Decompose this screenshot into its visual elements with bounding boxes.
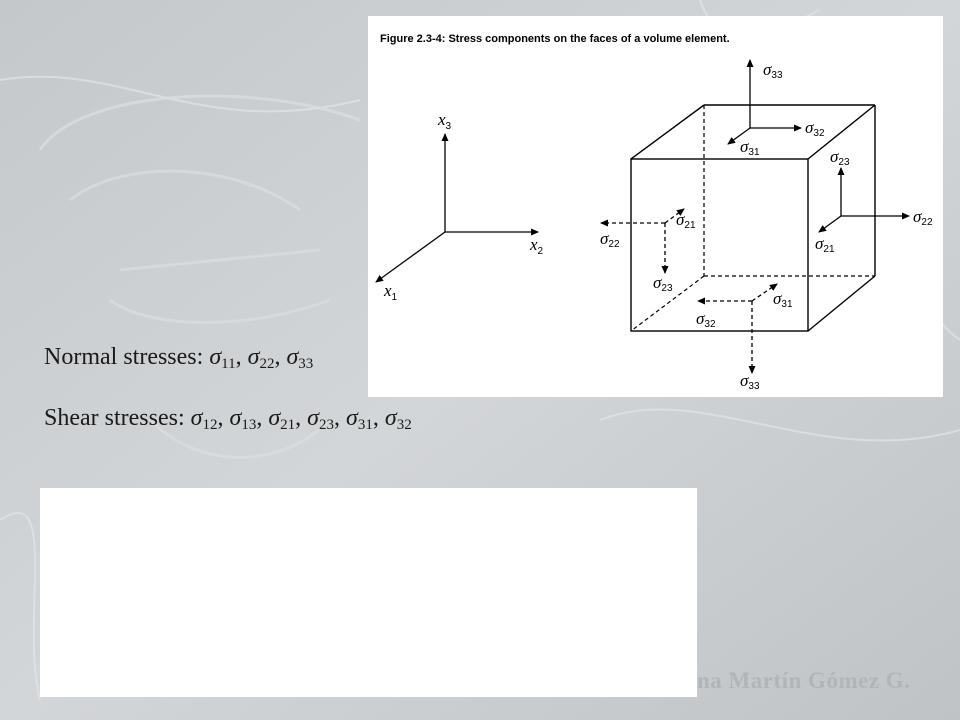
sigma-symbol: σ (286, 344, 299, 370)
x1-axis (376, 232, 445, 282)
subscript: 22 (259, 356, 275, 372)
sigma-symbol: σ (247, 344, 260, 370)
axis-label-x1: $x_1$ (384, 281, 398, 303)
stress-label-top-32: σ32 (805, 118, 825, 139)
shear-stresses-line: Shear stresses: $\sigma_{12}$, $\sigma_{13}$, $\sigma_{21}$, $\sigma_{23}$, $\sigma_{31}$, $\sigma_{32}$ (44, 405, 412, 433)
stress-diagram (368, 16, 943, 397)
subscript: 23 (319, 417, 335, 433)
normal-stresses-line: Normal stresses: $\sigma_{11}$, $\sigma_{22}$, $\sigma_{33}$ (44, 344, 314, 372)
stress-label-left-22: σ22 (600, 229, 620, 250)
stress-label-right-21: σ21 (815, 234, 835, 255)
right-face-stresses (819, 168, 909, 232)
subscript: 33 (298, 356, 314, 372)
sigma-symbol: σ (346, 405, 358, 431)
stress-label-right-22: σ22 (913, 207, 933, 228)
figure-panel (368, 16, 943, 397)
stress-label-left-23: σ23 (653, 273, 673, 294)
author-watermark: na Martín Gómez G. (697, 668, 911, 693)
subscript: 31 (357, 417, 373, 433)
subscript: 21 (280, 417, 296, 433)
sigma-symbol: σ (307, 405, 320, 431)
stress-label-bottom-31: σ31 (773, 289, 793, 310)
axis-label-x2: $x_2$ (530, 235, 544, 257)
figure-title: Figure 2.3-4: Stress components on the faces of a volume element. (380, 33, 730, 45)
shear-stresses-label: Shear stresses: (44, 405, 191, 431)
stress-label-bottom-33: σ33 (740, 371, 760, 392)
subscript: 11 (221, 356, 236, 372)
sigma-symbol: σ (209, 344, 222, 370)
normal-stresses-label: Normal stresses: (44, 344, 210, 370)
stress-label-left-21: σ21 (676, 210, 696, 231)
subscript: 32 (396, 417, 412, 433)
sigma-symbol: σ (384, 405, 397, 431)
blank-content-box (40, 488, 697, 697)
axis-label-x3: $x_3$ (438, 110, 452, 132)
stress-label-bottom-32: σ32 (696, 309, 716, 330)
sigma-symbol: σ (229, 405, 242, 431)
stress-label-right-23: σ23 (830, 147, 850, 168)
subscript: 13 (241, 417, 257, 433)
stress-label-top-33: σ33 (763, 60, 783, 81)
coordinate-axes (376, 134, 538, 282)
sigma-symbol: σ (190, 405, 203, 431)
subscript: 12 (202, 417, 218, 433)
stress-label-top-31: σ31 (740, 137, 760, 158)
sigma-symbol: σ (268, 405, 281, 431)
